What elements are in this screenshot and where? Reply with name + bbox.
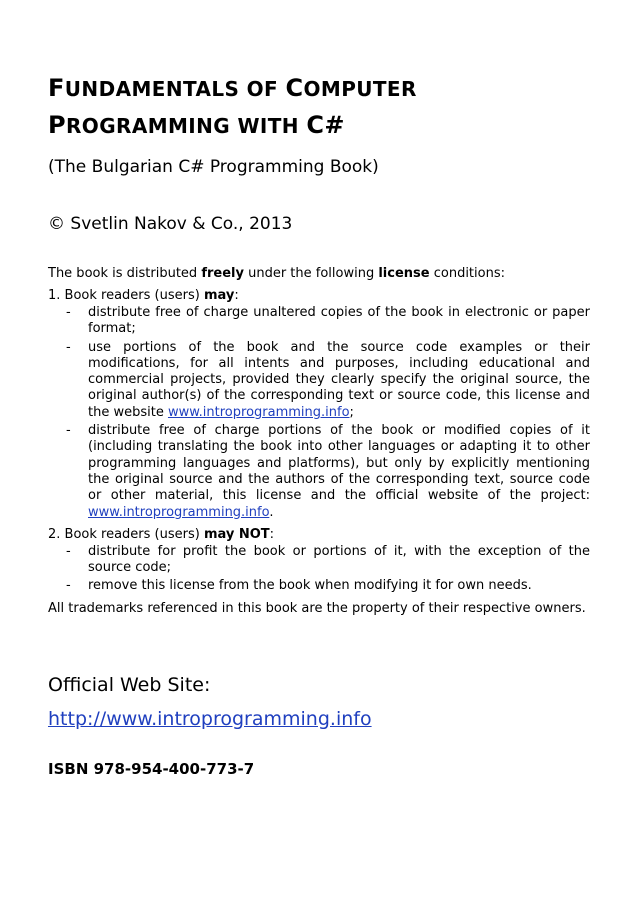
may-not-list <box>48 544 590 595</box>
title-text: ROGRAMMING WITH <box>66 114 307 138</box>
title-cap: C# <box>306 111 345 139</box>
trademarks-notice: All trademarks referenced in this book are the property of their respective owners. <box>48 600 586 616</box>
list-item <box>48 423 590 521</box>
list-item <box>48 305 590 338</box>
license-intro <box>48 265 590 282</box>
license-intro-bold: freely <box>201 266 244 281</box>
license-intro-text: The book is distributed <box>48 266 202 281</box>
list-item-text: distribute free of charge unaltered copies of the book in electronic or paper format; <box>88 305 590 337</box>
dash-bullet: - <box>66 423 71 439</box>
document-page <box>48 70 590 779</box>
may-heading-text: : <box>234 288 239 303</box>
dash-bullet: - <box>66 578 71 594</box>
list-item-text: . <box>269 504 274 520</box>
title-text: UNDAMENTALS OF <box>64 77 286 101</box>
list-item <box>48 340 590 421</box>
list-item <box>48 544 590 577</box>
title-cap: F <box>48 74 65 102</box>
title-text: OMPUTER <box>303 77 417 101</box>
website-label: Official Web Site: <box>48 673 211 696</box>
book-subtitle: (The Bulgarian C# Programming Book) <box>48 157 379 177</box>
license-intro-text: under the following <box>243 266 379 281</box>
list-item-text: distribute free of charge portions of the book or modified copies of it (including translating the book into other languages or adapting it to other programming languages and platforms), but only by explicitly mentioning the original source and the authors of the corresponding text, source code or other material, this license and the official website of the project: <box>88 423 590 504</box>
website-link[interactable]: www.introprogramming.info <box>167 404 350 420</box>
dash-bullet: - <box>66 305 71 320</box>
list-item <box>48 578 590 594</box>
website-link[interactable]: www.introprogramming.info <box>88 504 270 520</box>
dash-bullet: - <box>66 339 71 355</box>
may-not-heading-text: : <box>269 526 275 542</box>
list-item-text: use portions of the book and the source code examples or their modifications, for all intents and purposes, including educational and commercial projects, provided they clearly specify the original source, the original author(s) of the corresponding text or source code, this license and the website <box>88 339 590 420</box>
official-website-link[interactable]: http://www.introprogramming.info <box>48 707 372 730</box>
may-heading <box>48 287 590 304</box>
list-item-text: distribute for profit the book or portions of it, with the exception of the source code; <box>88 543 590 576</box>
website-url <box>48 707 590 731</box>
may-not-heading <box>48 526 590 543</box>
may-not-heading-bold: may NOT <box>203 526 270 542</box>
title-cap: P <box>48 111 66 139</box>
book-title <box>48 70 590 144</box>
dash-bullet: - <box>66 543 71 559</box>
list-item-text: ; <box>349 404 354 420</box>
may-heading-bold: may <box>203 288 235 303</box>
may-heading-text: 1. Book readers (users) <box>48 288 204 303</box>
license-intro-text: conditions: <box>429 266 505 281</box>
copyright-notice: © Svetlin Nakov & Co., 2013 <box>48 214 293 234</box>
isbn: ISBN 978-954-400-773-7 <box>48 759 255 778</box>
may-not-heading-text: 2. Book readers (users) <box>48 526 204 542</box>
title-cap: C <box>285 74 304 102</box>
may-list <box>48 305 590 521</box>
license-intro-bold: license <box>378 266 430 281</box>
list-item-text: remove this license from the book when modifying it for own needs. <box>88 578 532 594</box>
